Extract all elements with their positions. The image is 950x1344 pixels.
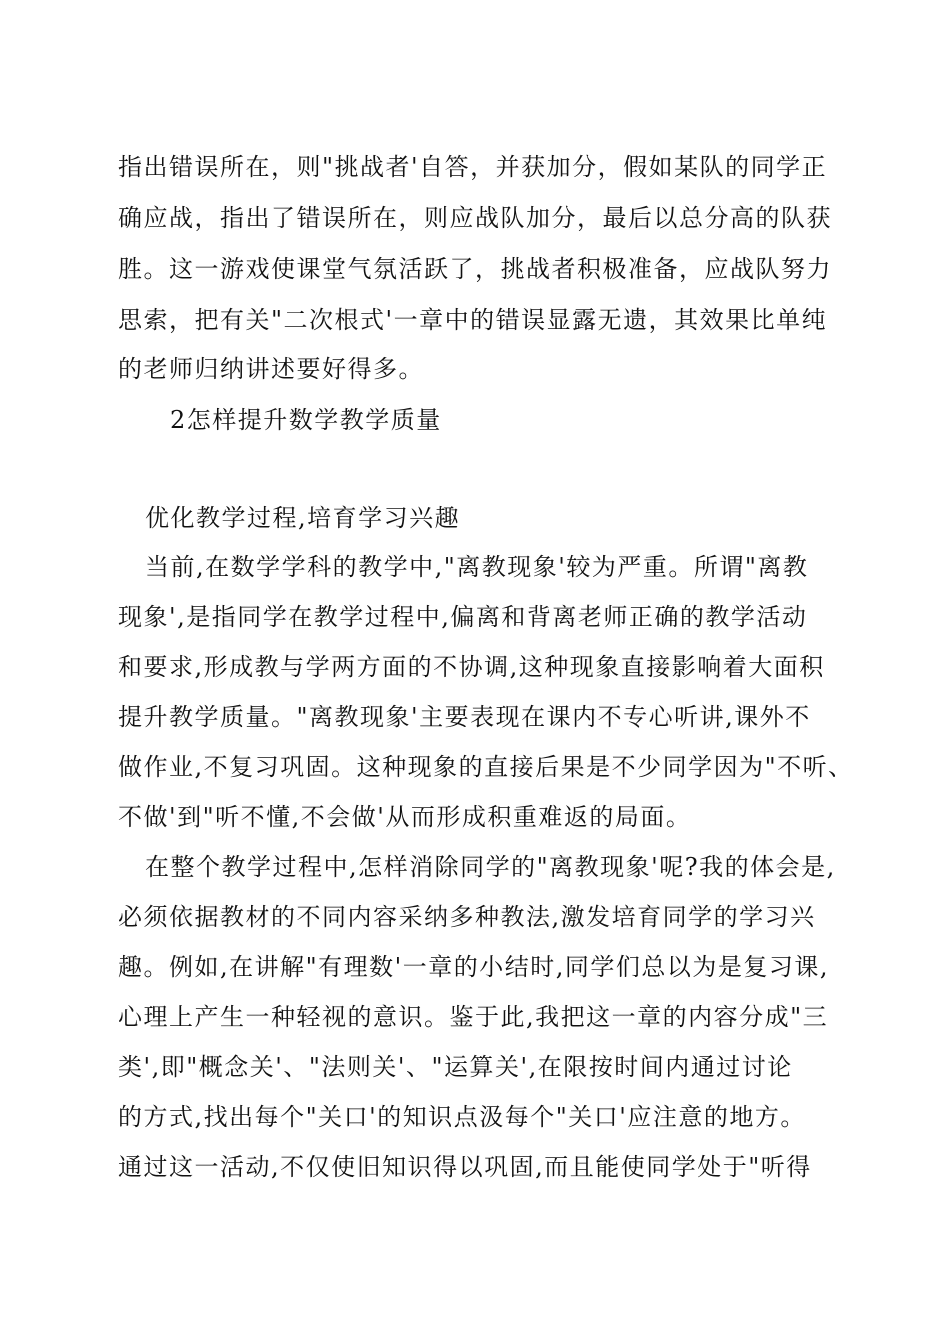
paragraph-2-line-2: 现象',是指同学在教学过程中,偏离和背离老师正确的教学活动	[118, 603, 808, 631]
paragraph-3-line-7: 通过这一活动,不仅使旧知识得以巩固,而且能使同学处于"听得	[118, 1153, 812, 1181]
paragraph-3-line-3: 趣。例如,在讲解"有理数'一章的小结时,同学们总以为是复习课,	[118, 953, 830, 981]
paragraph-3-line-5: 类',即"概念关'、"法则关'、"运算关',在限按时间内通过讨论	[118, 1053, 793, 1081]
paragraph-3-line-4: 心理上产生一种轻视的意识。鉴于此,我把这一章的内容分成"三	[118, 1003, 829, 1031]
section-heading: 2怎样提升数学教学质量	[170, 406, 442, 434]
paragraph-3-line-6: 的方式,找出每个"关口'的知识点汲每个"关口'应注意的地方。	[118, 1103, 806, 1131]
paragraph-2-line-3: 和要求,形成教与学两方面的不协调,这种现象直接影响着大面积	[118, 653, 825, 681]
paragraph-1-line-3: 胜。这一游戏使课堂气氛活跃了，挑战者积极准备，应战队努力	[118, 255, 832, 283]
paragraph-1-line-1: 指出错误所在，则"挑战者'自答，并获加分，假如某队的同学正	[118, 153, 828, 181]
paragraph-2-line-6: 不做'到"听不懂,不会做'从而形成积重难返的局面。	[118, 803, 692, 831]
paragraph-2-line-1: 当前,在数学学科的教学中,"离教现象'较为严重。所谓"离教	[145, 553, 809, 581]
paragraph-2-line-4: 提升教学质量。"离教现象'主要表现在课内不专心听讲,课外不	[118, 703, 811, 731]
paragraph-1-line-4: 思索，把有关"二次根式'一章中的错误显露无遗，其效果比单纯	[118, 306, 828, 334]
paragraph-3-line-2: 必须依据教材的不同内容采纳多种教法,激发培育同学的学习兴	[118, 903, 816, 931]
paragraph-3-line-1: 在整个教学过程中,怎样消除同学的"离教现象'呢?我的体会是,	[145, 853, 836, 881]
paragraph-2-line-5: 做作业,不复习巩固。这种现象的直接后果是不少同学因为"不听、	[118, 753, 854, 781]
paragraph-1-line-5: 的老师归纳讲述要好得多。	[118, 355, 424, 383]
paragraph-1-line-2: 确应战，指出了错误所在，则应战队加分，最后以总分高的队获	[118, 204, 832, 232]
sub-heading: 优化教学过程,培育学习兴趣	[145, 504, 461, 532]
